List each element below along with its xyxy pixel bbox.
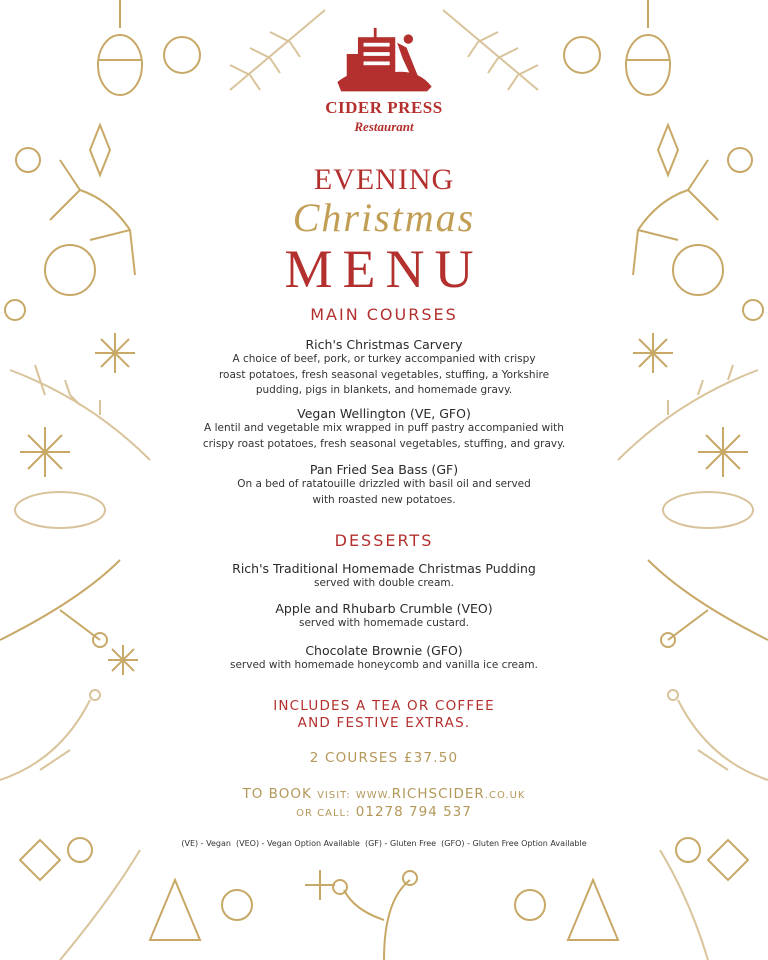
tree-icon	[150, 880, 618, 940]
ornament-icon	[626, 0, 670, 95]
website-tld: .CO.UK	[484, 790, 526, 801]
menu-item-name: Pan Fried Sea Bass (GF)	[309, 462, 459, 477]
menu-item-name: Rich's Traditional Homemade Christmas Pudding	[232, 561, 536, 576]
menu-item-name: Vegan Wellington (VE, GFO)	[297, 406, 471, 421]
restaurant-subtitle: Restaurant	[354, 119, 414, 134]
menu-item	[0, 643, 768, 674]
menu-item-desc: served with homemade custard.	[298, 617, 469, 629]
ornament-icon	[98, 0, 142, 95]
section-heading-main-courses: MAIN COURSES	[310, 305, 458, 324]
menu-item-desc: A choice of beef, pork, or turkey accompanied with crispy	[232, 353, 536, 365]
to-book-label: TO BOOK	[242, 786, 312, 802]
menu-item	[0, 561, 768, 592]
promo-text	[0, 698, 768, 732]
title-menu: MENU	[284, 239, 484, 299]
website-domain: RICHSCIDER	[391, 786, 485, 802]
booking-info	[0, 786, 768, 822]
menu-item-desc: served with homemade honeycomb and vanilla ice cream.	[230, 659, 538, 671]
website-link[interactable]	[356, 786, 526, 802]
menu-item-name: Apple and Rhubarb Crumble (VEO)	[275, 601, 493, 616]
title-evening: EVENING	[313, 163, 455, 196]
menu-item-desc: served with double cream.	[314, 577, 454, 589]
website-www: WWW.	[355, 790, 392, 801]
menu-item-desc: pudding, pigs in blankets, and homemade gravy.	[255, 384, 513, 396]
menu-item-desc: crispy roast potatoes, fresh seasonal vegetables, stuffing, and gravy.	[202, 437, 566, 450]
price: 2 COURSES £37.50	[309, 750, 459, 766]
menu-item-name: Rich's Christmas Carvery	[305, 337, 463, 352]
title-christmas: Christmas	[292, 195, 476, 240]
menu-item	[0, 406, 768, 452]
call-label: OR CALL:	[296, 808, 351, 819]
cider-press-logo-icon	[330, 26, 440, 96]
menu-item-desc: with roasted new potatoes.	[312, 493, 456, 506]
promo-line: INCLUDES A TEA OR COFFEE	[273, 698, 495, 714]
menu-item-desc: A lentil and vegetable mix wrapped in puff pastry accompanied with	[204, 422, 564, 434]
promo-line: AND FESTIVE EXTRAS.	[297, 715, 471, 731]
dietary-legend: (VE) - Vegan (VEO) - Vegan Option Available (GF) - Gluten Free (GFO) - Gluten Free Option Available	[181, 839, 587, 848]
phone-number[interactable]: 01278 794 537	[355, 804, 472, 820]
menu-item-desc: roast potatoes, fresh seasonal vegetables, stuffing, a Yorkshire	[218, 368, 550, 381]
section-heading-desserts: DESSERTS	[334, 531, 434, 550]
menu-item	[0, 462, 768, 508]
berry-cluster-icon	[305, 870, 417, 960]
menu-item-name: Chocolate Brownie (GFO)	[305, 643, 463, 658]
restaurant-name: CIDER PRESS	[325, 98, 443, 117]
menu-item	[0, 601, 768, 632]
visit-label: VISIT:	[317, 790, 351, 801]
menu-item	[0, 337, 768, 399]
menu-item-desc: On a bed of ratatouille drizzled with basil oil and served	[237, 478, 531, 490]
